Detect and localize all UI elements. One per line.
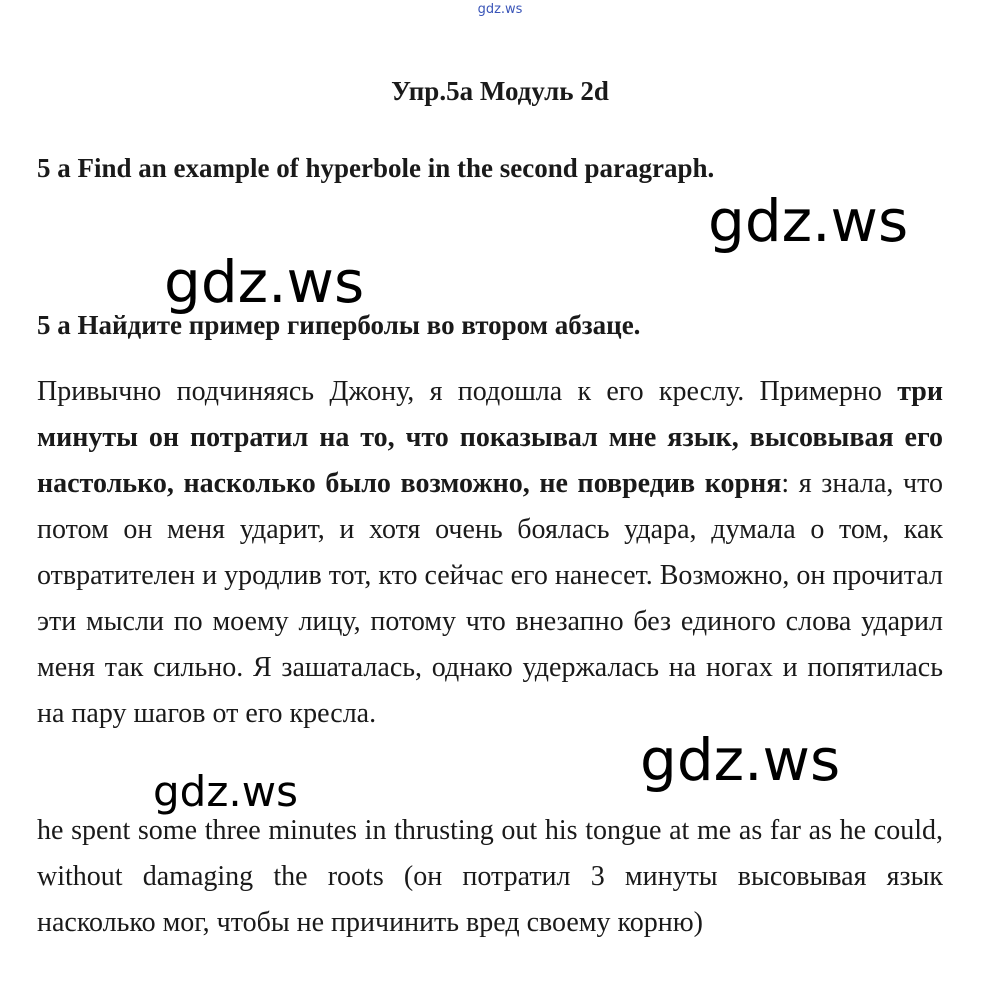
passage-hyperbole-highlight: три минуты он потратил на то, что показывал мне язык, высовывая его настолько, насколько было возможно, не повредив корня (37, 376, 943, 499)
passage-russian (37, 369, 943, 737)
page-title: Упр.5a Модуль 2d (391, 76, 609, 106)
answer-text: he spent some three minutes in thrusting out his tongue at me as far as he could, without damaging the roots (он потратил 3 минуты высовывая язык насколько мог, чтобы не причинить вред своему корню) (37, 815, 943, 938)
watermark-large: gdz.ws (153, 767, 298, 816)
watermark-large: gdz.ws (640, 726, 841, 794)
task-russian: 5 a Найдите пример гиперболы во втором абзаце. (37, 310, 641, 340)
watermark-top: gdz.ws (477, 2, 523, 17)
watermark-large: gdz.ws (708, 187, 909, 255)
watermark-large: gdz.ws (164, 248, 365, 316)
task-english: 5 a Find an example of hyperbole in the second paragraph. (37, 153, 715, 183)
passage-rest: : я знала, что потом он меня ударит, и хотя очень боялась удара, думала о том, как отвратителен и уродлив тот, кто сейчас его нанесет. Возможно, он прочитал эти мысли по моему лицу, потому что внезапно без единого слова ударил меня так сильно. Я зашаталась, однако удержалась на ногах и попятилась на пару шагов от его кресла. (37, 468, 943, 729)
passage-intro: Привычно подчиняясь Джону, я подошла к его креслу. Примерно (37, 376, 898, 407)
